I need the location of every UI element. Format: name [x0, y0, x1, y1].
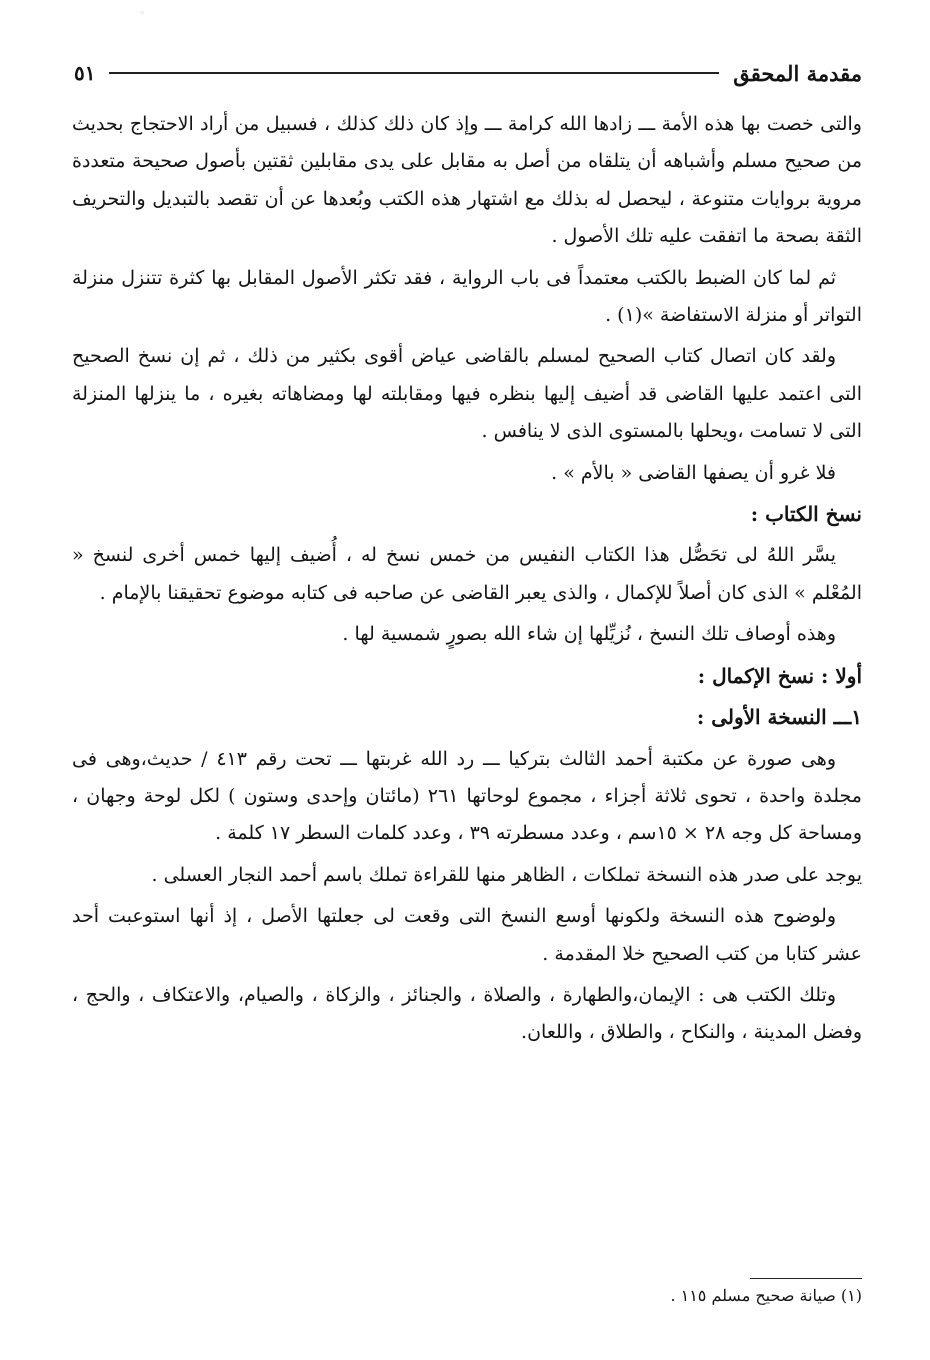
heading-first-copy: ١ـــ النسخة الأولى :	[696, 705, 862, 730]
heading-copies: نسخ الكتاب :	[750, 502, 862, 527]
heading-ikmal-copies: أولا : نسخ الإكمال :	[697, 663, 862, 688]
paragraph-7: وهى صورة عن مكتبة أحمد الثالث بتركيا ـــ رد الله غربتها ـــ تحت رقم ٤١٣ / حديث،وهى فى مجلدة واحدة ، تحوى ثلاثة أجزاء ، مجموع لوحاتها ٢٦١ (مائتان وإحدى وستون ) لكل لوحة وجهان ، ومساحة كل وجه ٢٨ × ١٥سم ، وعدد مسطرته ٣٩ ، وعدد كلمات السطر ١٧ كلمة .	[72, 747, 862, 845]
paragraph-5: يسَّر اللهُ لى تحَصُّل هذا الكتاب النفيس من خمس نسخ له ، أُضيف إليها خمس أخرى لنسخ « المُعْلم » الذى كان أصلاً للإكمال ، والذى يعبر القاضى عن صاحبه فى كتابه موضوع تحقيقنا بالإمام .	[72, 544, 862, 604]
page-number: ٥١	[74, 61, 96, 85]
running-header	[74, 58, 862, 88]
paragraph-8: يوجد على صدر هذه النسخة تملكات ، الظاهر منها للقراءة تملك باسم أحمد النجار العسلى .	[151, 863, 862, 886]
paragraph-1: والتى خصت بها هذه الأمة ـــ زادها الله كرامة ـــ وإذ كان ذلك كذلك ، فسبيل من أراد الاحتجاج بحديث من صحيح مسلم وأشباهه أن يتلقاه من أصل به مقابل على يدى مقابلين ثقتين بأصول صحيحة متعددة مروية بروايات متنوعة ، ليحصل له بذلك مع اشتهار هذه الكتب وبُعدها عن أن تقصد بالتبديل والتحريف الثقة بصحة ما اتفقت عليه تلك الأصول .	[72, 113, 862, 248]
paragraph-4: فلا غرو أن يصفها القاضى « بالأم » .	[551, 461, 836, 484]
paragraph-3: ولقد كان اتصال كتاب الصحيح لمسلم بالقاضى عياض أقوى بكثير من ذلك ، ثم إن نسخ الصحيح التى اعتمد عليها القاضى قد أضيف إليها بنظره فيها ومقابلته لها ومضاهاته بغيره ، ما ينزلها المنزلة التى لا تسامت ،ويحلها بالمستوى الذى لا ينافس .	[72, 345, 862, 443]
body-text	[72, 106, 862, 1056]
header-title: مقدمة المحقق	[733, 60, 862, 86]
paragraph-2: ثم لما كان الضبط بالكتب معتمداً فى باب الرواية ، فقد تكثر الأصول المقابل بها كثرة تتنزل منزلة التواتر أو منزلة الاستفاضة »(١) .	[72, 266, 862, 327]
paragraph-6: وهذه أوصاف تلك النسخ ، نُزيِّلها إن شاء الله بصورٍ شمسية لها .	[342, 623, 836, 646]
scan-speck: ◦	[139, 8, 145, 19]
paragraph-10: وتلك الكتب هى : الإيمان،والطهارة ، والصلاة ، والجنائز ، والزكاة ، والصيام، والاعتكاف ، والحج ، وفضل المدينة ، والنكاح ، والطلاق ، واللعان.	[72, 983, 862, 1044]
footnote: (١) صيانة صحيح مسلم ١١٥ .	[670, 1286, 862, 1305]
header-rule	[109, 72, 719, 74]
footnote-rule	[750, 1278, 862, 1279]
paragraph-9: ولوضوح هذه النسخة ولكونها أوسع النسخ التى وقعت لى جعلتها الأصل ، إذ أنها استوعبت أحد عشر كتابا من كتب الصحيح خلا المقدمة .	[72, 905, 862, 965]
